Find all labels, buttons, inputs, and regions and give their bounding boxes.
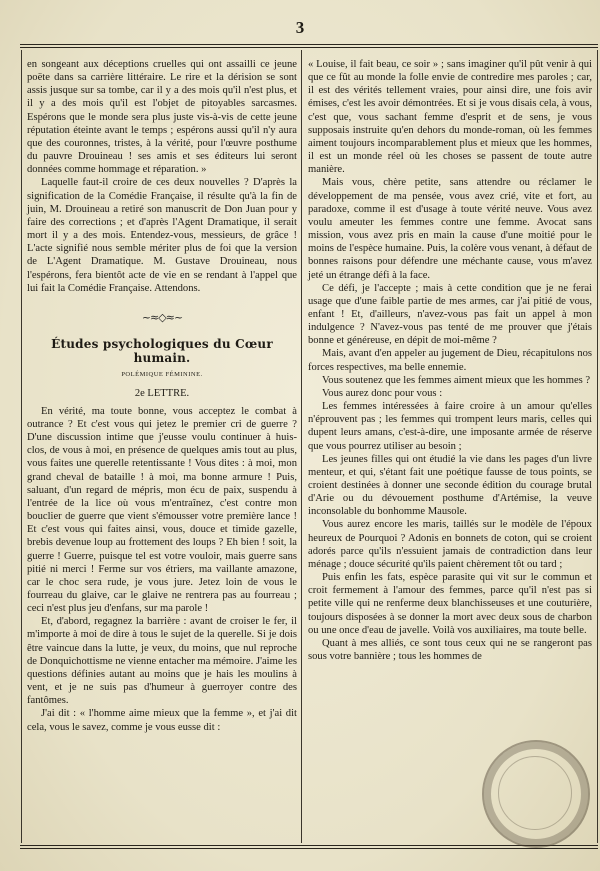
paragraph: Quant à mes alliés, ce sont tous ceux qui ne se rangeront pas sous votre bannière ; tous les hommes de bbox=[308, 637, 592, 663]
right-border bbox=[597, 50, 598, 843]
paragraph: « Louise, il fait beau, ce soir » ; sans imaginer qu'il pût venir à qui que ce fût au monde la folle envie de contredire mes paroles ; car, il est des vérités tellement vraies, pour ainsi dire, une fois avir émises, c'est les avoir démontrées. Et si je vous disais cela, à vous, c'est que, vous sachant femme d'esprit et de sens, je vous supposais instruite qu'en dehors du monde-roman, où les femmes aiment toujours incomparablement plus et mieux que les hommes, il est un monde réel où les choses se passent de toute autre manière. bbox=[308, 59, 592, 176]
paragraph: Et, d'abord, regagnez la barrière : avant de croiser le fer, il m'importe à moi de dire à tous le sujet de la querelle. Si je dois être vaincue dans la lutte, je veux, du moins, que nul reproche de Donquichottisme ne vienne entacher ma mémoire. J'aime les questions définies autant au moins que je hais les moulins à vent, et je ne suis pas d'humeur à guerroyer contre des fantômes. bbox=[27, 616, 297, 707]
article-heading: Études psychologiques du Cœur humain. bbox=[51, 336, 273, 365]
bottom-rule bbox=[20, 845, 598, 846]
right-column bbox=[308, 58, 592, 663]
paragraph: Laquelle faut-il croire de ces deux nouvelles ? D'après la signification de la Comédie Française, il résulte qu'à la fin de juin, M. Drouineau a retiré son manuscrit de Don Juan pour y faire des corrections ; et d'après l'Agent Dramatique, il serait mort il y a des mois. Entendez-vous, messieurs, de grâce ! L'acte signifié nous semble mériter plus de foi que la version de L'Agent Dramatique. M. Gustave Drouineau, nous l'espérons, fera bientôt acte de vie en se rendant à l'appel que lui fait la Comédie Française. Attendons. bbox=[27, 177, 297, 294]
column-divider bbox=[301, 50, 302, 843]
paragraph: En vérité, ma toute bonne, vous acceptez le combat à outrance ? Et c'est vous qui jetez le premier cri de guerre ? D'une discussion intime que j'eusse voulu continuer à huis-clos, de vous à moi, en présence de quelques amis tout au plus, vous faites une querelle retentissante ! Vous dites : à moi, mon grand cheval de bataille ! à moi, ma bonne armure ! Puis, saluant, d'un regard de mépris, mon écu de paix, suspendu à l'entrée de la lice où vous m'entraînez, c'est contre mon bouclier de guerre que vient s'émousser votre première lance ! Et c'est vous qui faites ainsi, vous, douce et timide gazelle, brebis devenue loup au frottement des loups ? Eh bien ! soit, la guerre ! Guerre, puisque tel est votre vouloir, mais guerre sans pitié ni merci ! Ferme sur vos étriers, ma vaillante amazone, car le choc sera rude, je vous jure. Jetez loin de vous le fourreau du glaive, car le glaive ne rentrera pas au fourreau ; ceci n'est plus jeu d'enfans, sur ma parole ! bbox=[27, 405, 297, 615]
stamp-inner-ring bbox=[498, 756, 572, 830]
top-rule bbox=[20, 44, 598, 45]
letter-label: 2e LETTRE. bbox=[134, 387, 190, 399]
paragraph: Vous aurez donc pour vous : bbox=[322, 387, 443, 399]
bottom-rule-double bbox=[20, 848, 598, 849]
ornament-glyph: ~≈◇≈~ bbox=[141, 310, 183, 324]
paragraph: en songeant aux déceptions cruelles qui ont assailli ce jeune poëte dans sa carrière littéraire. Le rire et la dérision se sont assis jusque sur sa tombe, car il y a des mois qu'il n'est plus, et il y a des mois qu'il est l'objet de pitoyables sarcasmes. Espérons que le monde sera plus juste vis-à-vis de cette jeune réputation éteinte avant le temps ; espérons aussi qu'il n'y aura que des couronnes, tristes, à la vérité, pour l'œuvre posthume du pauvre Drouineau ! ses amis et ses éditeurs lui seront données comme hommage et réparation. » bbox=[27, 59, 297, 176]
paragraph: Mais, avant d'en appeler au jugement de Dieu, récapitulons nos forces respectives, ma belle ennemie. bbox=[308, 348, 592, 373]
paragraph: Puis enfin les fats, espèce parasite qui vit sur le commun et croit fermement à l'amour des femmes, parce qu'il n'est pas si petite ville qui ne renferme deux blanchisseuses et une couturière, toujours disposées à se donner la mort avec deux sous de charbon ou une once d'eau de javelle. Voilà vos auxiliaires, ma toute belle. bbox=[308, 572, 592, 636]
paragraph: Vous soutenez que les femmes aiment mieux que les hommes ? bbox=[322, 374, 591, 386]
article-subheading: POLÉMIQUE FÉMININE. bbox=[121, 370, 203, 378]
paragraph: Ce défi, je l'accepte ; mais à cette condition que je ne ferai usage que d'une faible partie de mes armes, car j'ai pitié de vous, enfant ! Et, d'ailleurs, n'avez-vous pas fait un appel à mon indulgence ? N'avez-vous pas tenté de me prouver que j'étais bonne et généreuse, en dépit de moi-même ? bbox=[308, 282, 592, 347]
left-border bbox=[21, 50, 22, 843]
library-stamp-seal bbox=[482, 740, 590, 848]
paragraph: Les femmes intéressées à faire croire à un amour qu'elles n'éprouvent pas ; les femmes qui trompent leurs maris, celles qui dupent leurs amans, c'est-à-dire, une imposante armée de réserve que vous pourrez utiliser au besoin ; bbox=[308, 401, 592, 452]
paragraph: Vous aurez encore les maris, taillés sur le modèle de l'époux heureux de Pourquoi ? Adonis en bonnets de coton, qui se croient adorés parce qu'ils n'essuient jamais de contradiction dans leur ménage ; douce sécurité qu'ils paient chèrement tôt ou tard ; bbox=[308, 519, 592, 570]
paragraph: Mais vous, chère petite, sans attendre ou réclamer le développement de ma pensée, vous avez crié, vite et fort, au paradoxe, comme il est d'usage à toute vérité neuve. Vous avez voulu ameuter les femmes contre une femme. Avocat sans mission, vous avez pris en main la cause d'une moitié pour le moins de l'espèce humaine. Puis, la colère vous venant, à défaut de bonnes raisons pour défendre une méchante cause, vous m'avez jeté un étrange défi à la face. bbox=[308, 177, 592, 281]
paragraph: J'ai dit : « l'homme aime mieux que la femme », et j'ai dit cela, vous le savez, comme je vous eusse dit : bbox=[27, 708, 297, 733]
top-rule-double bbox=[20, 47, 598, 48]
section-divider-ornament bbox=[27, 305, 297, 325]
left-column bbox=[27, 58, 297, 734]
page-number: 3 bbox=[295, 18, 305, 37]
paragraph: Les jeunes filles qui ont étudié la vie dans les pages d'un livre menteur, et qui, s'étant fait une poétique fausse de tous points, se croient destinées à donner une seconde édition du courage brutal d'Arie ou du dévouement posthume d'Artémise, la veuve inconsolable du bonhomme Mausole. bbox=[308, 453, 592, 518]
